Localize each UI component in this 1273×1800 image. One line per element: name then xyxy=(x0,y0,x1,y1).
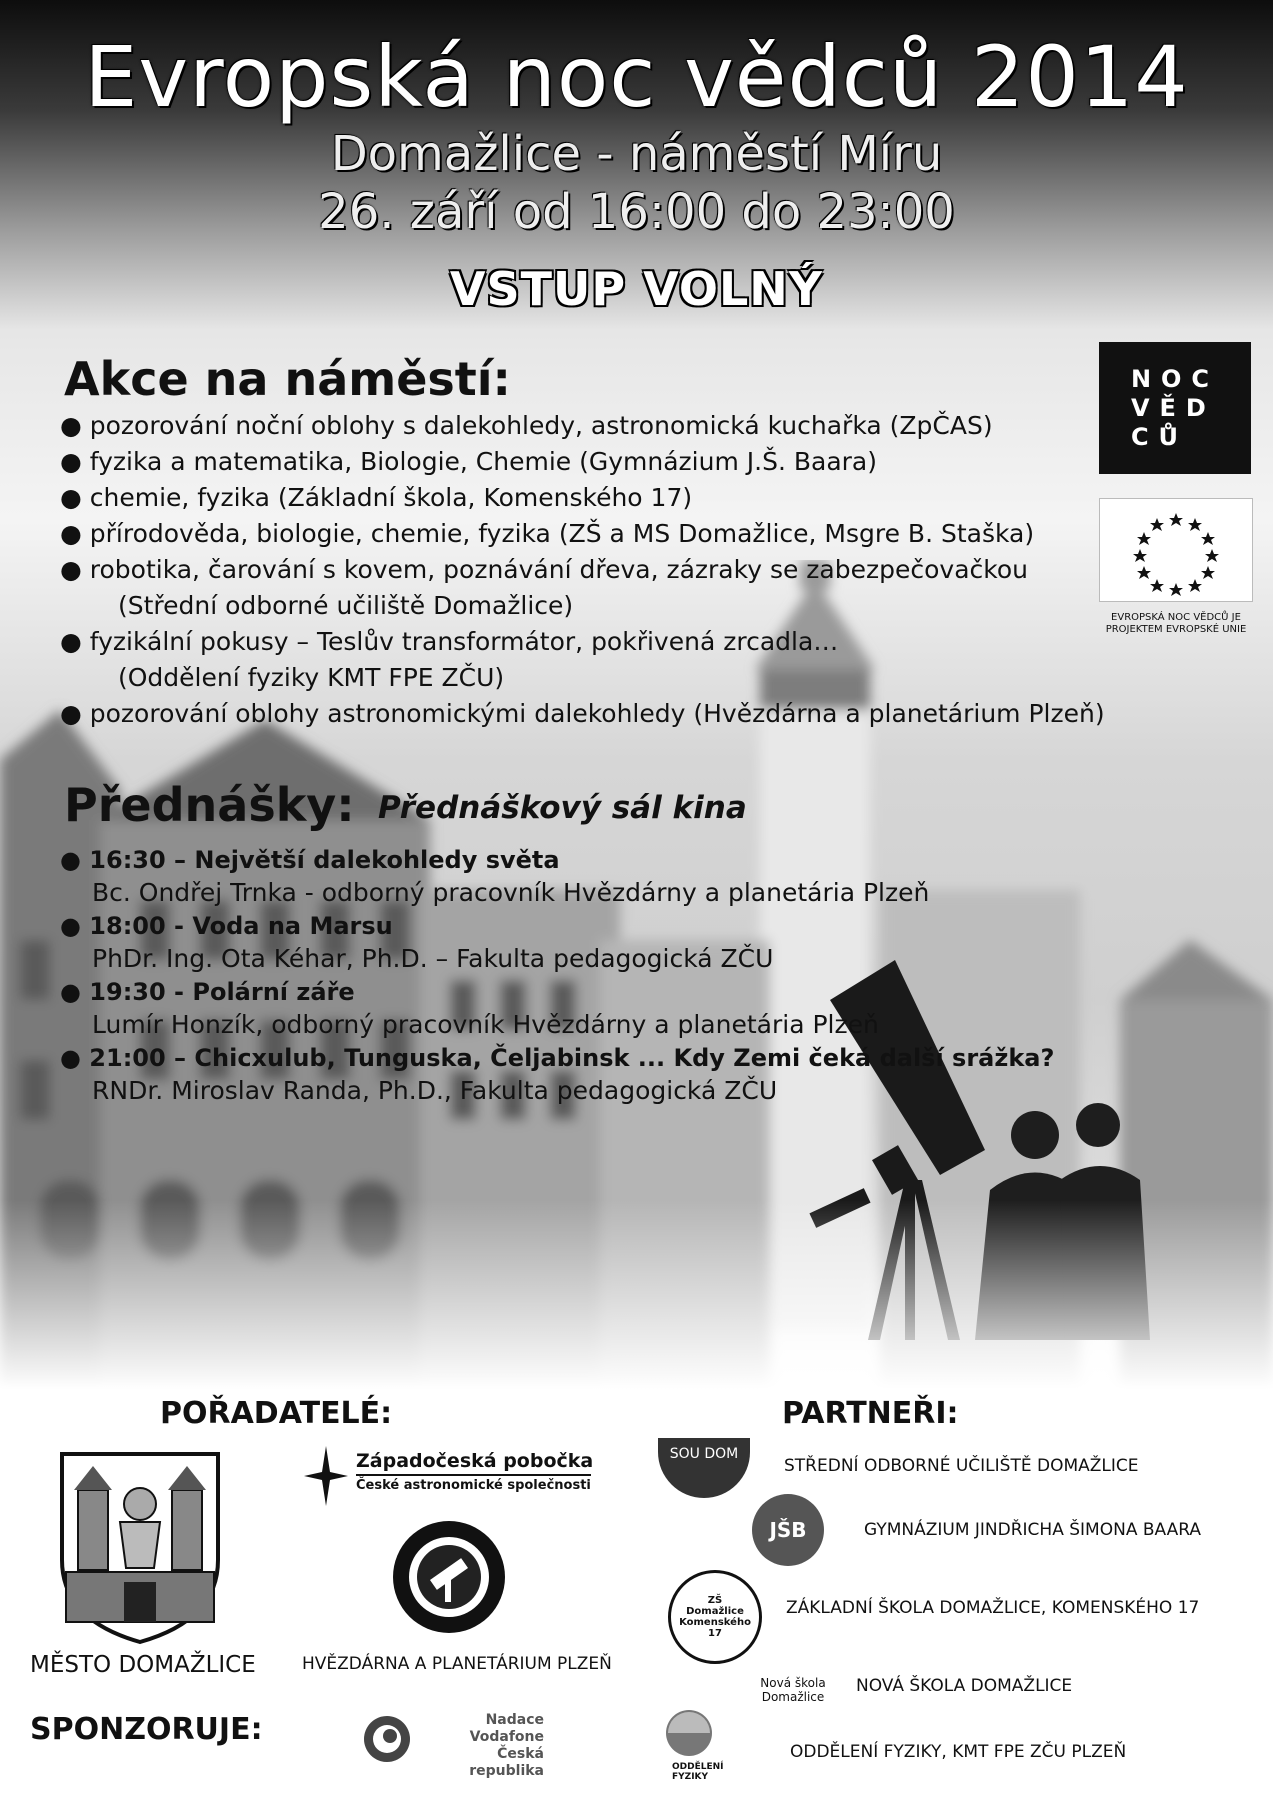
lectures-venue: Přednáškový sál kina xyxy=(378,790,747,826)
lecture-title: ● 16:30 – Největší dalekohledy světa xyxy=(60,846,560,874)
list-item xyxy=(60,976,1160,1042)
vodafone-line: Vodafone xyxy=(469,1729,544,1745)
city-label: MĚSTO DOMAŽLICE xyxy=(30,1652,256,1678)
lecture-title: ● 18:00 - Voda na Marsu xyxy=(60,912,393,940)
list-item xyxy=(60,696,1105,732)
list-item xyxy=(60,1042,1160,1108)
physics-logo-text: ODDĚLENÍ FYZIKY xyxy=(672,1762,724,1782)
free-entry-note: VSTUP VOLNÝ xyxy=(449,262,824,316)
vodafone-logo-icon xyxy=(362,1714,412,1764)
list-item xyxy=(60,444,1100,480)
lecture-title: ● 19:30 - Polární záře xyxy=(60,978,355,1006)
eu-flag-logo xyxy=(1099,498,1253,602)
lectures-heading: Přednášky: xyxy=(64,778,355,832)
oddeleni-fyziky-logo xyxy=(664,1708,754,1788)
eu-stars-icon xyxy=(1100,499,1252,601)
list-item xyxy=(60,624,1100,696)
list-item xyxy=(60,480,1100,516)
partner-label: ODDĚLENÍ FYZIKY, KMT FPE ZČU PLZEŇ xyxy=(790,1742,1127,1762)
vodafone-foundation xyxy=(418,1712,544,1780)
activity-text: ● přírodověda, biologie, chemie, fyzika (ZŠ a MS Domažlice, Msgre B. Staška) xyxy=(60,519,1035,548)
event-title: Evropská noc vědců 2014 xyxy=(84,28,1189,126)
partner-label: STŘEDNÍ ODBORNÉ UČILIŠTĚ DOMAŽLICE xyxy=(784,1456,1139,1476)
nova-skola-logo: Nová škola Domažlice xyxy=(760,1676,826,1704)
list-item xyxy=(60,844,1160,910)
planetarium-logo-icon xyxy=(390,1518,508,1636)
lecture-speaker: Bc. Ondřej Trnka - odborný pracovník Hvězdárny a planetária Plzeň xyxy=(92,878,930,907)
eu-caption: EVROPSKÁ NOC VĚDCŮ JE PROJEKTEM EVROPSKÉ UNIE xyxy=(1105,612,1247,635)
lecture-speaker: Lumír Honzík, odborný pracovník Hvězdárny a planetária Plzeň xyxy=(92,1010,879,1039)
event-date: 26. září od 16:00 do 23:00 xyxy=(318,184,955,240)
noc-vedcu-logo xyxy=(1099,342,1251,474)
activity-text: ● pozorování noční oblohy s dalekohledy, astronomická kuchařka (ZpČAS) xyxy=(60,411,993,440)
activity-organizer: (Oddělení fyziky KMT FPE ZČU) xyxy=(118,663,505,692)
list-item xyxy=(60,516,1100,552)
zpcas-name: Západočeská pobočka xyxy=(356,1450,594,1472)
gymnazium-logo: JŠB xyxy=(752,1494,824,1566)
lectures-list xyxy=(60,844,1160,1108)
noc-logo-line: CŮ xyxy=(1130,422,1189,451)
list-item xyxy=(60,552,1100,624)
vodafone-line: Česká republika xyxy=(469,1746,544,1779)
activity-text: ● chemie, fyzika (Základní škola, Komenského 17) xyxy=(60,483,693,512)
partner-label: ZÁKLADNÍ ŠKOLA DOMAŽLICE, KOMENSKÉHO 17 xyxy=(786,1598,1200,1618)
activity-text: ● fyzikální pokusy – Teslův transformátor, pokřivená zrcadla… xyxy=(60,627,839,656)
event-place: Domažlice - náměstí Míru xyxy=(330,126,943,182)
zs-komenskeho-logo: ZŠ Domažlice Komenského 17 xyxy=(668,1570,762,1664)
list-item xyxy=(60,910,1160,976)
vodafone-line: Nadace xyxy=(485,1712,544,1728)
lecture-speaker: RNDr. Miroslav Randa, Ph.D., Fakulta pedagogická ZČU xyxy=(92,1076,778,1105)
sou-logo: SOU DOM xyxy=(658,1438,750,1498)
activity-text: ● robotika, čarování s kovem, poznávání dřeva, zázraky se zabezpečovačkou xyxy=(60,555,1028,584)
activity-organizer: (Střední odborné učiliště Domažlice) xyxy=(118,591,574,620)
partner-label: NOVÁ ŠKOLA DOMAŽLICE xyxy=(856,1676,1073,1696)
noc-logo-line: NOC xyxy=(1130,364,1220,393)
activity-text: ● fyzika a matematika, Biologie, Chemie (Gymnázium J.Š. Baara) xyxy=(60,447,877,476)
partners-heading: PARTNEŘI: xyxy=(782,1396,959,1431)
activities-list xyxy=(60,408,1105,732)
zpcas-subtitle: České astronomické společnosti xyxy=(356,1474,591,1493)
organizers-heading: POŘADATELÉ: xyxy=(160,1396,393,1431)
sponsor-heading: SPONZORUJE: xyxy=(30,1712,263,1747)
list-item xyxy=(60,408,1100,444)
activities-heading: Akce na náměstí: xyxy=(64,352,511,406)
partner-label: GYMNÁZIUM JINDŘICHA ŠIMONA BAARA xyxy=(864,1520,1201,1540)
lecture-title: ● 21:00 – Chicxulub, Tunguska, Čeljabinsk ... Kdy Zemi čeká další srážka? xyxy=(60,1044,1055,1072)
lecture-speaker: PhDr. Ing. Ota Kéhar, Ph.D. – Fakulta pedagogická ZČU xyxy=(92,944,774,973)
noc-logo-line: VĚD xyxy=(1130,393,1216,422)
physics-globe-icon xyxy=(664,1708,714,1758)
activity-text: ● pozorování oblohy astronomickými dalekohledy (Hvězdárna a planetárium Plzeň) xyxy=(60,699,1105,728)
zpcas-star-icon xyxy=(304,1446,348,1506)
planetarium-label: HVĚZDÁRNA A PLANETÁRIUM PLZEŇ xyxy=(302,1654,612,1674)
city-coat-of-arms-icon xyxy=(58,1450,222,1646)
